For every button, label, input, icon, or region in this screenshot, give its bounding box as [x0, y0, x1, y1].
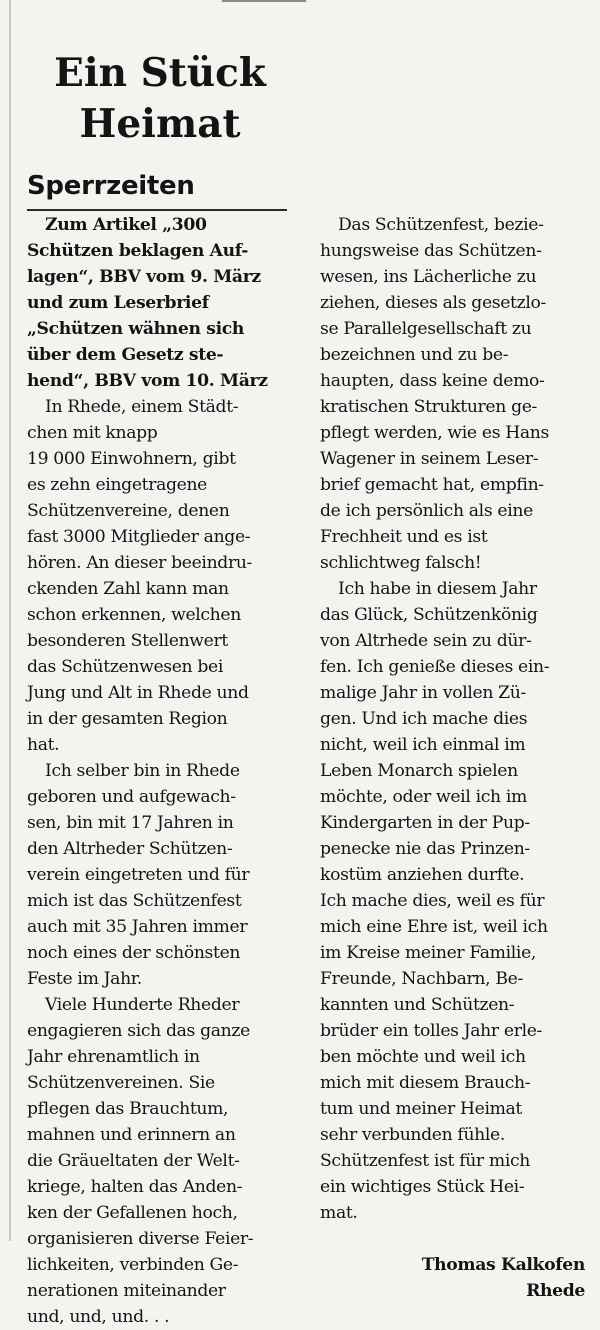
section-rule	[27, 209, 287, 211]
text-line: Kindergarten in der Pup-	[320, 813, 530, 833]
text-line: Freunde, Nachbarn, Be-	[320, 969, 523, 989]
paragraph	[27, 394, 287, 758]
page-left-edge	[9, 0, 11, 1241]
headline-line: Ein Stück	[54, 50, 266, 96]
text-line: den Altrheder Schützen-	[27, 839, 233, 859]
paragraph	[27, 758, 287, 992]
text-line: besonderen Stellenwert	[27, 631, 228, 651]
text-line: organisieren diverse Feier-	[27, 1229, 254, 1249]
text-line: kratischen Strukturen ge-	[320, 397, 538, 417]
intro-line: „Schützen wähnen sich	[27, 319, 245, 339]
text-line: das Glück, Schützenkönig	[320, 605, 538, 625]
text-line: pflegen das Brauchtum,	[27, 1099, 229, 1119]
text-line: noch eines der schönsten	[27, 943, 241, 963]
text-line: Feste im Jahr.	[27, 969, 142, 989]
text-line: mich mit diesem Brauch-	[320, 1073, 531, 1093]
text-line: Das Schützenfest, bezie-	[338, 215, 544, 235]
left-column	[27, 212, 287, 1330]
text-line: fast 3000 Mitglieder ange-	[27, 527, 251, 547]
text-line: das Schützenwesen bei	[27, 657, 224, 677]
text-line: geboren und aufgewach-	[27, 787, 236, 807]
text-line: Viele Hunderte Rheder	[45, 995, 240, 1015]
text-line: verein eingetreten und für	[27, 865, 250, 885]
text-line: brüder ein tolles Jahr erle-	[320, 1021, 542, 1041]
text-line: engagieren sich das ganze	[27, 1021, 250, 1041]
text-line: ken der Gefallenen hoch,	[27, 1203, 238, 1223]
text-line: se Parallelgesellschaft zu	[320, 319, 532, 339]
text-line: kostüm anziehen durfte.	[320, 865, 525, 885]
text-line: in der gesamten Region	[27, 709, 228, 729]
text-line: Ich selber bin in Rhede	[45, 761, 240, 781]
intro-line: und zum Leserbrief	[27, 293, 209, 313]
text-line: Ich habe in diesem Jahr	[338, 579, 537, 599]
intro-line: Schützen beklagen Auf-	[27, 241, 248, 261]
text-line: gen. Und ich mache dies	[320, 709, 528, 729]
text-line: von Altrhede sein zu dür-	[320, 631, 532, 651]
text-line: Frechheit und es ist	[320, 527, 488, 547]
intro-line: über dem Gesetz ste-	[27, 345, 224, 365]
text-line: Wagener in seinem Leser-	[320, 449, 539, 469]
text-line: mahnen und erinnern an	[27, 1125, 236, 1145]
text-line: die Gräueltaten der Welt-	[27, 1151, 240, 1171]
text-line: pflegt werden, wie es Hans	[320, 423, 549, 443]
text-line: bezeichnen und zu be-	[320, 345, 509, 365]
text-line: im Kreise meiner Familie,	[320, 943, 537, 963]
text-line: sehr verbunden fühle.	[320, 1125, 505, 1145]
text-line: fen. Ich genieße dieses ein-	[320, 657, 550, 677]
top-rule	[222, 0, 306, 2]
text-line: kriege, halten das Anden-	[27, 1177, 243, 1197]
text-line: nerationen miteinander	[27, 1281, 226, 1301]
intro-reference	[27, 212, 287, 394]
intro-line: Zum Artikel „300	[45, 215, 207, 235]
text-line: und, und, und. . .	[27, 1307, 170, 1327]
author-place: Rhede	[526, 1281, 585, 1301]
text-line: ben möchte und weil ich	[320, 1047, 526, 1067]
text-line: brief gemacht hat, empfin-	[320, 475, 544, 495]
text-line: möchte, oder weil ich im	[320, 787, 527, 807]
spacer	[320, 1226, 585, 1252]
paragraph	[27, 992, 287, 1330]
intro-line: lagen“, BBV vom 9. März	[27, 267, 261, 287]
text-line: wesen, ins Lächerliche zu	[320, 267, 537, 287]
headline-line: Heimat	[79, 101, 241, 147]
text-line: penecke nie das Prinzen-	[320, 839, 530, 859]
text-line: kannten und Schützen-	[320, 995, 515, 1015]
author-name: Thomas Kalkofen	[421, 1255, 585, 1275]
text-line: ckenden Zahl kann man	[27, 579, 229, 599]
text-line: In Rhede, einem Städt-	[45, 397, 239, 417]
text-line: Jahr ehrenamtlich in	[27, 1047, 200, 1067]
text-line: haupten, dass keine demo-	[320, 371, 545, 391]
text-line: Jung und Alt in Rhede und	[27, 683, 249, 703]
text-line: ziehen, dieses als gesetzlo-	[320, 293, 546, 313]
intro-line: hend“, BBV vom 10. März	[27, 371, 268, 391]
text-line: es zehn eingetragene	[27, 475, 207, 495]
text-line: Leben Monarch spielen	[320, 761, 518, 781]
text-line: tum und meiner Heimat	[320, 1099, 522, 1119]
text-line: de ich persönlich als eine	[320, 501, 533, 521]
text-line: hören. An dieser beeindru-	[27, 553, 252, 573]
text-line: mat.	[320, 1203, 358, 1223]
text-line: Ich mache dies, weil es für	[320, 891, 545, 911]
text-line: ein wichtiges Stück Hei-	[320, 1177, 525, 1197]
right-column	[320, 212, 585, 1304]
text-line: mich ist das Schützenfest	[27, 891, 242, 911]
text-line: Schützenvereinen. Sie	[27, 1073, 215, 1093]
headline	[20, 48, 300, 150]
text-line: 19 000 Einwohnern, gibt	[27, 449, 236, 469]
text-line: sen, bin mit 17 Jahren in	[27, 813, 234, 833]
text-line: Schützenfest ist für mich	[320, 1151, 531, 1171]
paragraph	[320, 576, 585, 1226]
text-line: mich eine Ehre ist, weil ich	[320, 917, 548, 937]
text-line: nicht, weil ich einmal im	[320, 735, 526, 755]
text-line: schon erkennen, welchen	[27, 605, 241, 625]
text-line: hat.	[27, 735, 60, 755]
left-body	[27, 394, 287, 1330]
right-body	[320, 212, 585, 1226]
text-line: malige Jahr in vollen Zü-	[320, 683, 526, 703]
paragraph	[320, 212, 585, 576]
text-line: lichkeiten, verbinden Ge-	[27, 1255, 239, 1275]
text-line: Schützenvereine, denen	[27, 501, 230, 521]
text-line: schlichtweg falsch!	[320, 553, 482, 573]
text-line: auch mit 35 Jahren immer	[27, 917, 248, 937]
text-line: chen mit knapp	[27, 423, 158, 443]
text-line: hungsweise das Schützen-	[320, 241, 542, 261]
section-title: Sperrzeiten	[27, 171, 195, 201]
